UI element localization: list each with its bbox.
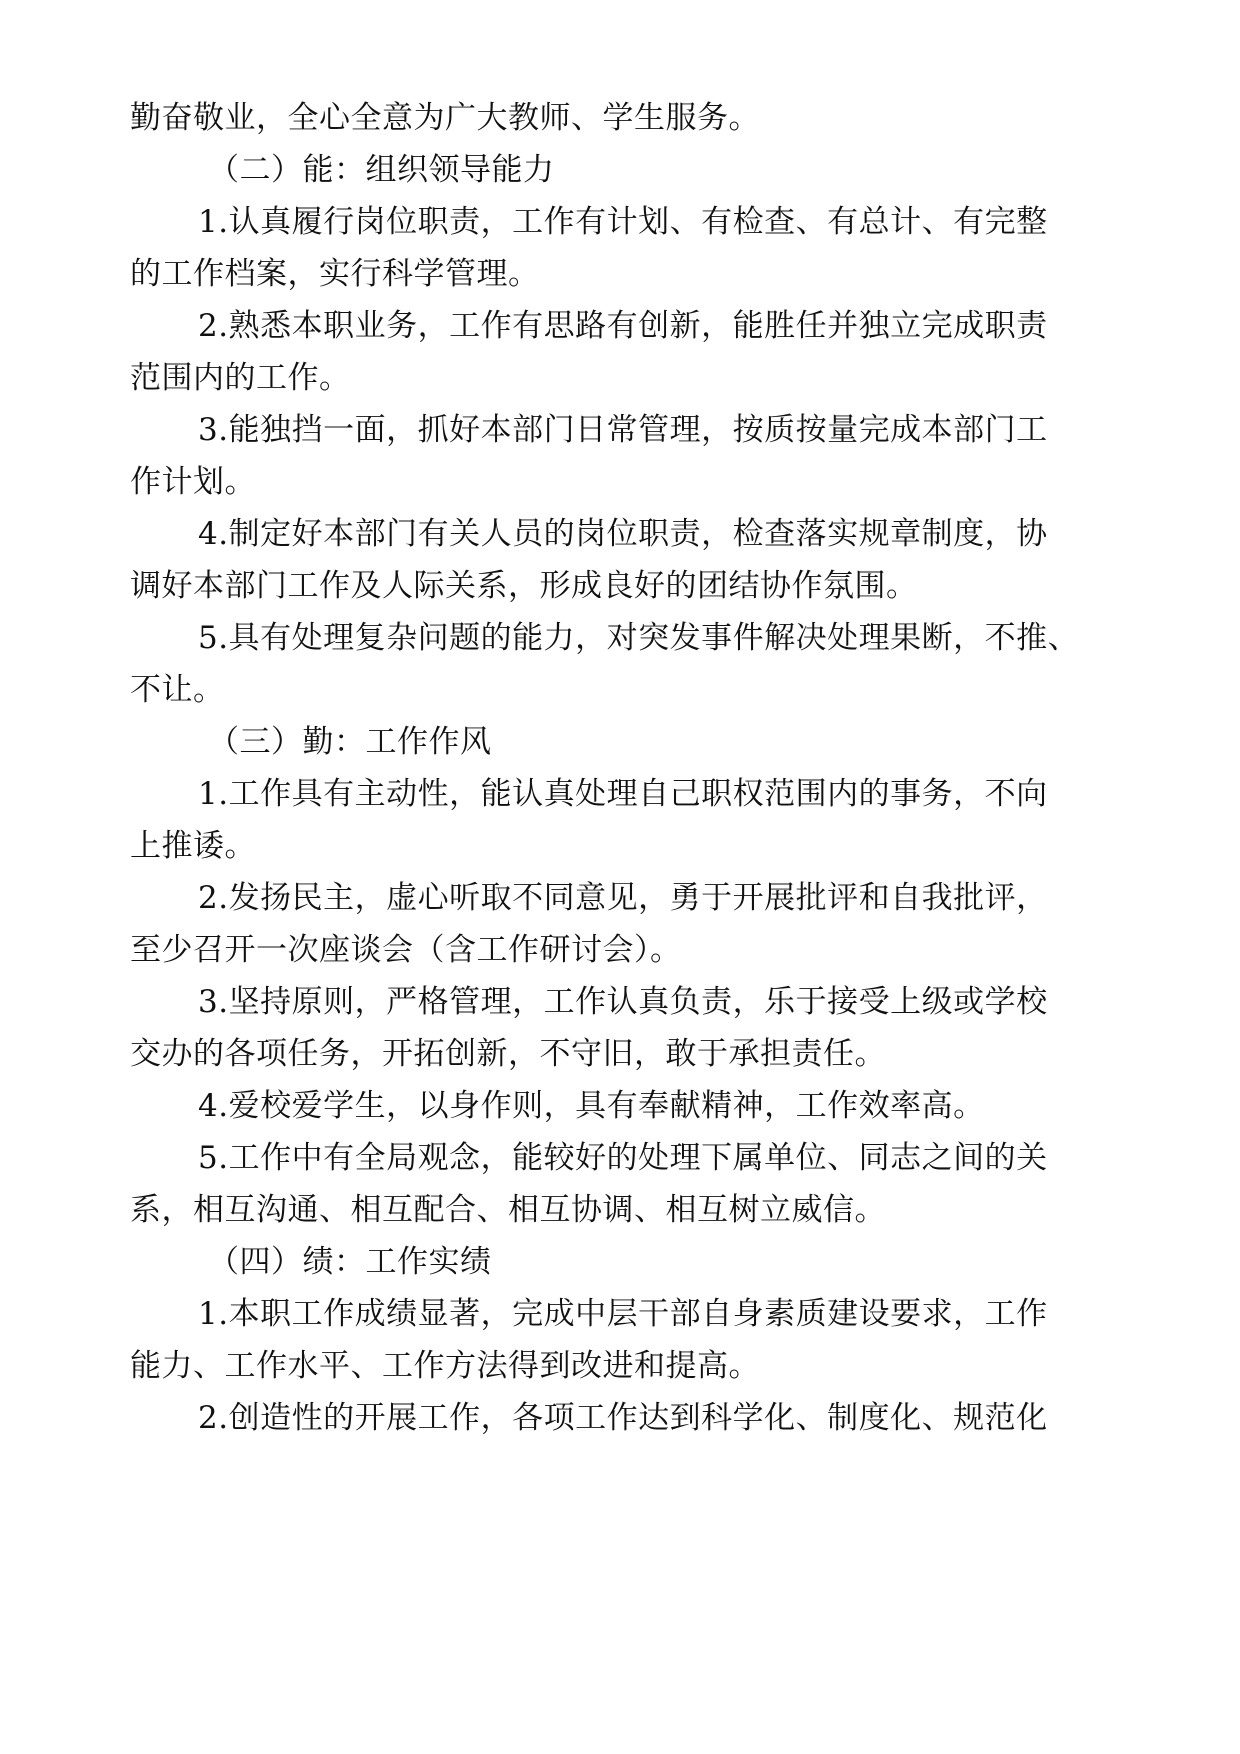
- text-line: 2.熟悉本职业务，工作有思路有创新，能胜任并独立完成职责: [198, 308, 1048, 344]
- text-line: 1.本职工作成绩显著，完成中层干部自身素质建设要求，工作: [198, 1296, 1048, 1332]
- text-line: 5.工作中有全局观念，能较好的处理下属单位、同志之间的关: [198, 1140, 1048, 1176]
- text-line: 调好本部门工作及人际关系，形成良好的团结协作氛围。: [130, 568, 918, 604]
- text-line: 3.能独挡一面，抓好本部门日常管理，按质按量完成本部门工: [198, 412, 1048, 448]
- text-line: 的工作档案，实行科学管理。: [130, 256, 540, 292]
- text-line: 勤奋敬业，全心全意为广大教师、学生服务。: [130, 100, 760, 136]
- text-line: 不让。: [130, 672, 225, 708]
- text-line: 4.爱校爱学生，以身作则，具有奉献精神，工作效率高。: [198, 1088, 985, 1124]
- text-line: 2.创造性的开展工作，各项工作达到科学化、制度化、规范化: [198, 1400, 1048, 1436]
- text-line: 作计划。: [130, 464, 256, 500]
- text-line: 4.制定好本部门有关人员的岗位职责，检查落实规章制度，协: [198, 516, 1048, 552]
- text-line: 1.工作具有主动性，能认真处理自己职权范围内的事务，不向: [198, 776, 1048, 812]
- section-heading: （四）绩：工作实绩: [208, 1244, 492, 1280]
- section-heading: （二）能：组织领导能力: [208, 152, 555, 188]
- text-line: 上推诿。: [130, 828, 256, 864]
- text-line: 系，相互沟通、相互配合、相互协调、相互树立威信。: [130, 1192, 886, 1228]
- section-heading: （三）勤：工作作风: [208, 724, 492, 760]
- text-line: 2.发扬民主，虚心听取不同意见，勇于开展批评和自我批评，: [198, 880, 1048, 916]
- text-line: 至少召开一次座谈会（含工作研讨会）。: [130, 932, 682, 968]
- text-line: 5.具有处理复杂问题的能力，对突发事件解决处理果断，不推、: [198, 620, 1080, 656]
- text-line: 1.认真履行岗位职责，工作有计划、有检查、有总计、有完整: [198, 204, 1048, 240]
- text-line: 交办的各项任务，开拓创新，不守旧，敢于承担责任。: [130, 1036, 886, 1072]
- text-line: 3.坚持原则，严格管理，工作认真负责，乐于接受上级或学校: [198, 984, 1048, 1020]
- text-line: 能力、工作水平、工作方法得到改进和提高。: [130, 1348, 760, 1384]
- text-line: 范围内的工作。: [130, 360, 351, 396]
